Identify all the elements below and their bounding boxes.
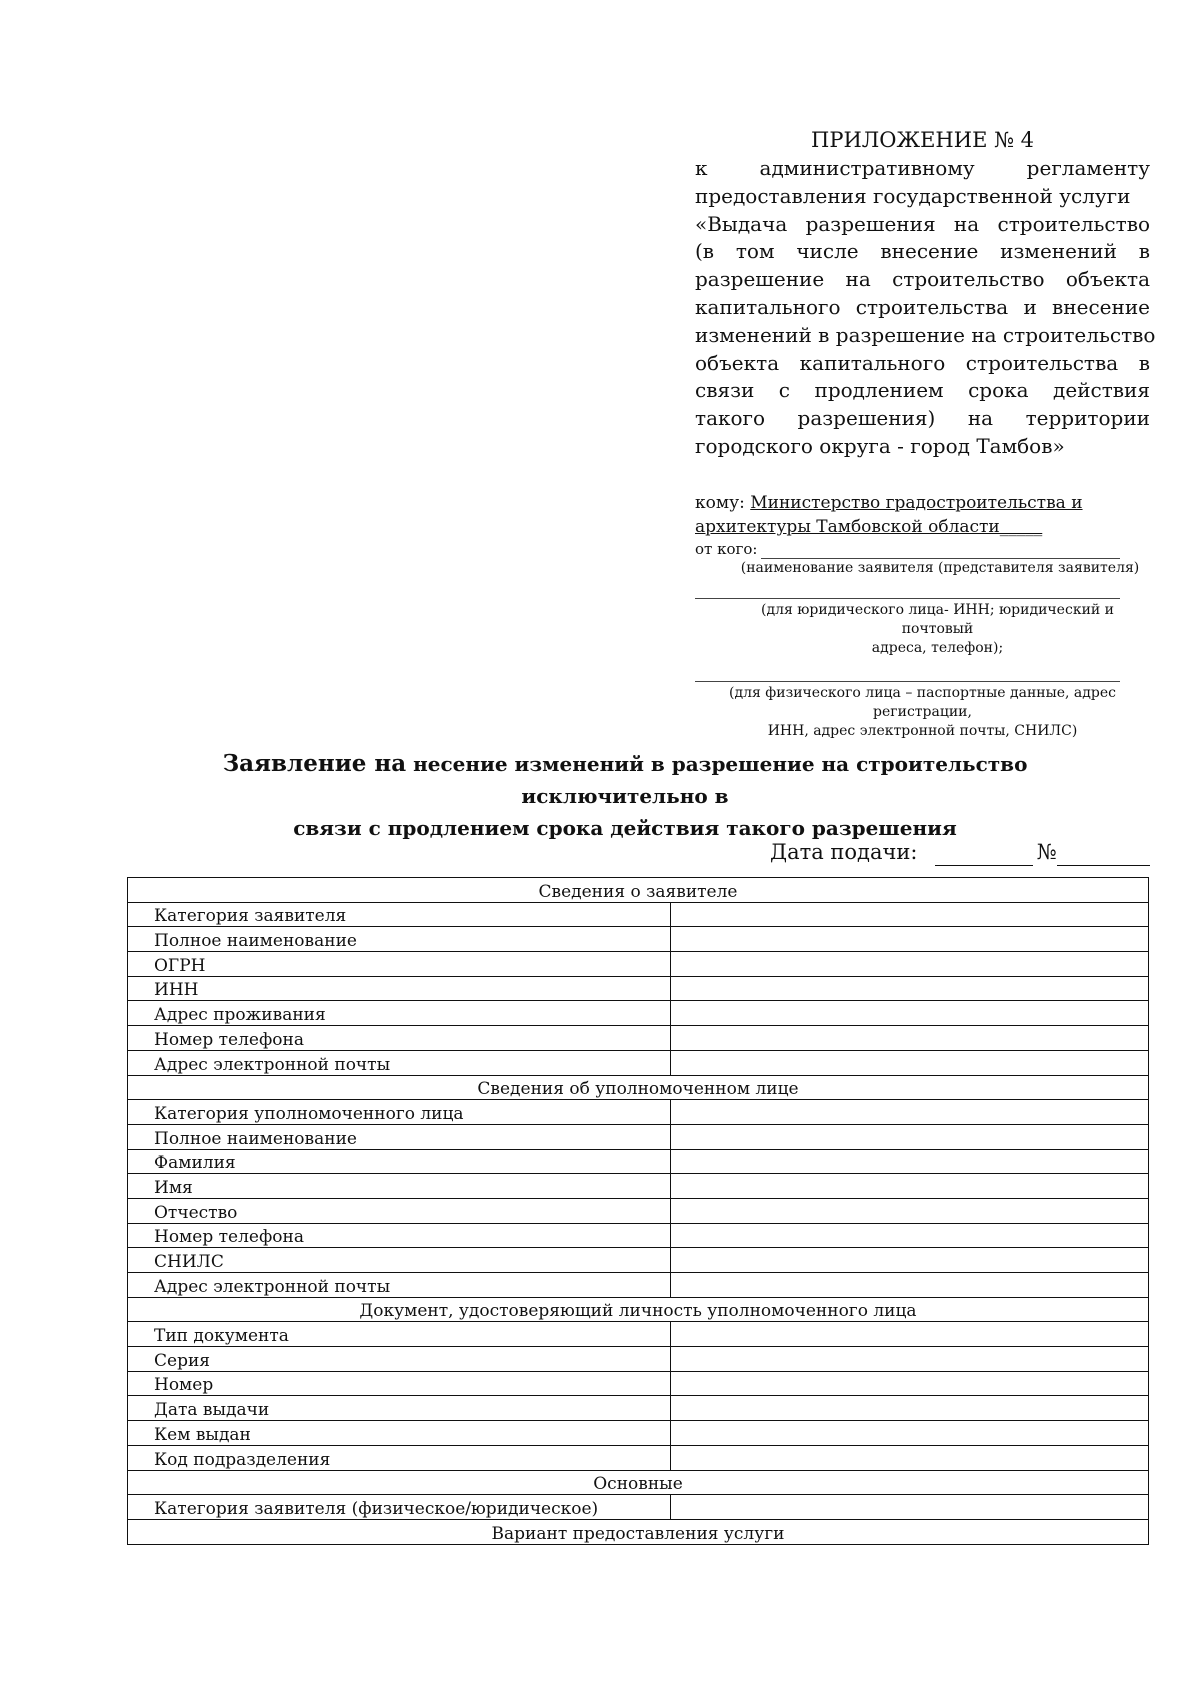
table-row <box>128 976 1149 1001</box>
field-label: ОГРН <box>128 952 671 977</box>
field-value-cell[interactable] <box>671 1174 1149 1199</box>
appendix-line: «Выдача разрешения на строительство <box>695 211 1150 236</box>
field-label: Категория заявителя (физическое/юридическое) <box>128 1495 671 1520</box>
field-value-cell[interactable] <box>671 1371 1149 1396</box>
from-label: от кого: <box>695 540 758 558</box>
field-label: Кем выдан <box>128 1421 671 1446</box>
appendix-line: разрешение на строительство объекта <box>695 267 1150 292</box>
appendix-line: такого разрешения) на территории <box>695 406 1150 431</box>
table-row <box>128 1371 1149 1396</box>
title-lead: Заявление на <box>222 750 407 777</box>
appendix-line: городского округа - город Тамбов» <box>695 433 1065 458</box>
field-label: Полное наименование <box>128 1124 671 1149</box>
title-line-1 <box>130 748 1120 812</box>
field-label: Номер <box>128 1371 671 1396</box>
appendix-line: (в том числе внесение изменений в <box>695 239 1150 264</box>
field-value-cell[interactable] <box>671 1347 1149 1372</box>
date-label: Дата подачи: <box>770 840 918 864</box>
table-row <box>128 1174 1149 1199</box>
table-row <box>128 1026 1149 1051</box>
submission-row <box>770 838 1150 866</box>
form-body <box>128 878 1149 1545</box>
appendix-line: связи с продлением срока действия <box>695 378 1150 403</box>
field-label: Номер телефона <box>128 1026 671 1051</box>
table-row <box>128 1198 1149 1223</box>
to-recipient-line2: архитектуры Тамбовской области_____ <box>695 517 1043 537</box>
table-row <box>128 927 1149 952</box>
table-row <box>128 1322 1149 1347</box>
field-label: Адрес проживания <box>128 1001 671 1026</box>
to-row <box>695 491 1150 515</box>
field-value-cell[interactable] <box>671 1396 1149 1421</box>
field-label: ИНН <box>128 976 671 1001</box>
appendix-text <box>695 155 1156 461</box>
field-value-cell[interactable] <box>671 1124 1149 1149</box>
field-label: Категория заявителя <box>128 902 671 927</box>
individual-field[interactable] <box>695 681 1120 682</box>
field-value-cell[interactable] <box>671 1223 1149 1248</box>
appendix-line: капитального строительства и внесение <box>695 294 1150 319</box>
from-field[interactable] <box>761 542 1120 559</box>
table-row <box>128 1149 1149 1174</box>
field-label: Отчество <box>128 1198 671 1223</box>
title-rest: несение изменений в разрешение на строительство исключительно в <box>413 752 1028 808</box>
section-header-row <box>128 1297 1149 1322</box>
section-title: Сведения об уполномоченном лице <box>128 1075 1149 1100</box>
number-label: № <box>1036 840 1057 864</box>
to-recipient-line1: Министерство градостроительства и <box>750 493 1083 513</box>
field-value-cell[interactable] <box>671 902 1149 927</box>
table-row <box>128 1100 1149 1125</box>
table-row <box>128 1050 1149 1075</box>
field-value-cell[interactable] <box>671 1149 1149 1174</box>
table-row <box>128 1495 1149 1520</box>
field-label: Адрес электронной почты <box>128 1050 671 1075</box>
title-line-2: связи с продлением срока действия такого разрешения <box>293 816 957 840</box>
table-row <box>128 1001 1149 1026</box>
field-label: Номер телефона <box>128 1223 671 1248</box>
individual-hint-line2: ИНН, адрес электронной почты, СНИЛС) <box>767 723 1078 739</box>
section-title: Сведения о заявителе <box>128 878 1149 903</box>
date-field[interactable] <box>935 843 1032 866</box>
individual-hint-line1: (для физического лица – паспортные данные, адрес регистрации, <box>729 685 1116 720</box>
field-value-cell[interactable] <box>671 1001 1149 1026</box>
field-label: Полное наименование <box>128 927 671 952</box>
field-label: Дата выдачи <box>128 1396 671 1421</box>
from-row <box>695 539 1120 559</box>
table-row <box>128 952 1149 977</box>
field-value-cell[interactable] <box>671 927 1149 952</box>
field-value-cell[interactable] <box>671 1248 1149 1273</box>
section-title: Документ, удостоверяющий личность уполномоченного лица <box>128 1297 1149 1322</box>
addressee-block <box>695 491 1150 741</box>
section-header-row <box>128 878 1149 903</box>
table-row <box>128 1273 1149 1298</box>
appendix-header <box>695 126 1156 461</box>
field-value-cell[interactable] <box>671 1026 1149 1051</box>
field-value-cell[interactable] <box>671 952 1149 977</box>
appendix-line: к административному регламенту <box>695 156 1150 180</box>
field-value-cell[interactable] <box>671 976 1149 1001</box>
field-value-cell[interactable] <box>671 1495 1149 1520</box>
number-field[interactable] <box>1057 843 1150 866</box>
section-header-row <box>128 1470 1149 1495</box>
section-title: Основные <box>128 1470 1149 1495</box>
field-value-cell[interactable] <box>671 1273 1149 1298</box>
table-row <box>128 1248 1149 1273</box>
table-row <box>128 1347 1149 1372</box>
field-label: Тип документа <box>128 1322 671 1347</box>
field-value-cell[interactable] <box>671 1100 1149 1125</box>
field-label: Адрес электронной почты <box>128 1273 671 1298</box>
table-row <box>128 1445 1149 1470</box>
section-title: Вариант предоставления услуги <box>128 1519 1149 1544</box>
table-row <box>128 1223 1149 1248</box>
from-hint-name: (наименование заявителя (представителя заявителя) <box>740 560 1140 576</box>
field-value-cell[interactable] <box>671 1198 1149 1223</box>
table-row <box>128 1124 1149 1149</box>
legal-entity-hint-line1: (для юридического лица- ИНН; юридический и почтовый <box>760 602 1115 637</box>
to-label: кому: <box>695 493 745 513</box>
table-row <box>128 1421 1149 1446</box>
field-label: Серия <box>128 1347 671 1372</box>
section-header-row <box>128 1519 1149 1544</box>
appendix-line: объекта капитального строительства в <box>695 350 1150 375</box>
appendix-title: ПРИЛОЖЕНИЕ № 4 <box>811 128 1034 152</box>
application-form-table <box>127 877 1149 1545</box>
field-label: Код подразделения <box>128 1445 671 1470</box>
field-value-cell[interactable] <box>671 1050 1149 1075</box>
legal-entity-field[interactable] <box>695 598 1120 599</box>
to-row-2 <box>695 515 1043 539</box>
field-value-cell[interactable] <box>671 1421 1149 1446</box>
table-row <box>128 902 1149 927</box>
legal-entity-hint-line2: адреса, телефон); <box>871 640 1004 656</box>
field-value-cell[interactable] <box>671 1445 1149 1470</box>
appendix-line: предоставления государственной услуги <box>695 183 1131 208</box>
appendix-line: изменений в разрешение на строительство <box>695 322 1156 347</box>
table-row <box>128 1396 1149 1421</box>
field-value-cell[interactable] <box>671 1322 1149 1347</box>
field-label: Фамилия <box>128 1149 671 1174</box>
document-title <box>130 748 1120 844</box>
field-label: Категория уполномоченного лица <box>128 1100 671 1125</box>
field-label: Имя <box>128 1174 671 1199</box>
section-header-row <box>128 1075 1149 1100</box>
field-label: СНИЛС <box>128 1248 671 1273</box>
